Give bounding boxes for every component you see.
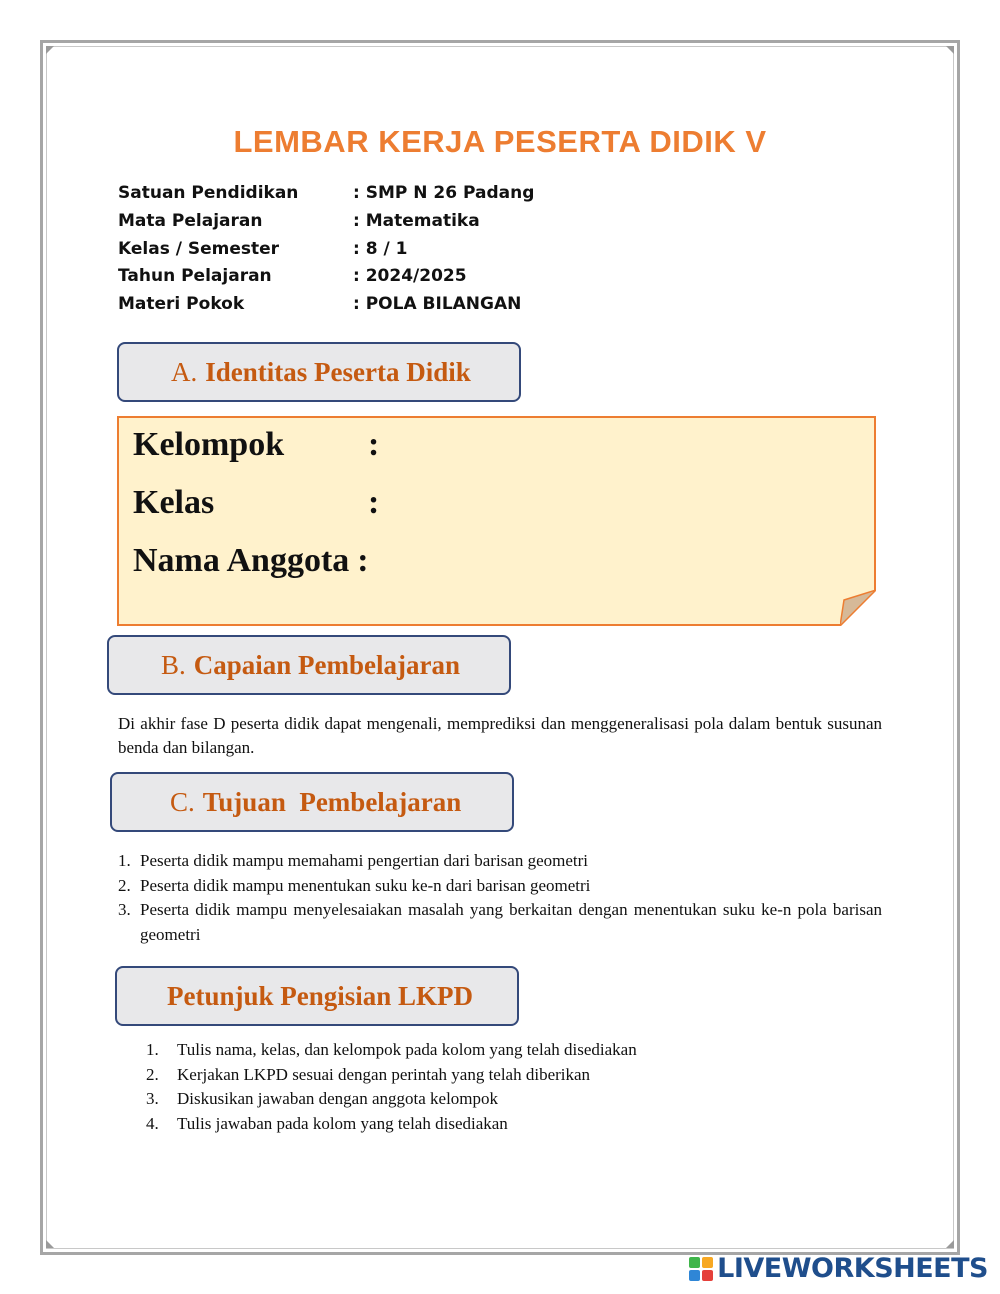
info-value: : POLA BILANGAN bbox=[353, 294, 522, 315]
identity-row-kelompok bbox=[133, 426, 379, 464]
list-number: 3. bbox=[146, 1089, 159, 1108]
info-label: Satuan Pendidikan bbox=[118, 183, 299, 203]
identity-colon: : bbox=[368, 484, 380, 521]
section-letter: A. bbox=[171, 356, 198, 387]
list-item bbox=[146, 1038, 846, 1063]
list-item bbox=[118, 874, 882, 899]
identity-label: Kelompok bbox=[133, 426, 285, 463]
list-item bbox=[118, 898, 882, 947]
info-label: Tahun Pelajaran bbox=[118, 266, 272, 287]
list-number: 1. bbox=[146, 1040, 159, 1059]
list-text: Peserta didik mampu menyelesaiakan masalah yang berkaitan dengan menentukan suku ke-n pola barisan geometri bbox=[140, 900, 882, 944]
list-text: Peserta didik mampu menentukan suku ke-n dari barisan geometri bbox=[140, 875, 591, 895]
list-item bbox=[146, 1063, 846, 1088]
identity-colon: : bbox=[357, 542, 369, 579]
identity-row-kelas bbox=[133, 484, 379, 522]
identity-label: Nama Anggota bbox=[133, 542, 350, 579]
info-value: : 8 / 1 bbox=[353, 238, 408, 259]
list-number: 3. bbox=[118, 900, 131, 919]
brand-text: LIVEWORKSHEETS bbox=[717, 1253, 988, 1284]
liveworksheets-logo-icon bbox=[689, 1257, 713, 1281]
list-text: Tulis jawaban pada kolom yang telah disediakan bbox=[177, 1113, 508, 1133]
section-d-heading bbox=[115, 966, 519, 1026]
info-value: : 2024/2025 bbox=[353, 266, 467, 287]
section-letter: B. bbox=[161, 649, 186, 680]
list-number: 1. bbox=[118, 851, 131, 870]
section-name: Identitas Peserta Didik bbox=[205, 356, 471, 387]
list-text: Tulis nama, kelas, dan kelompok pada kolom yang telah disediakan bbox=[177, 1040, 637, 1059]
identity-label: Kelas bbox=[133, 484, 215, 521]
info-row bbox=[118, 294, 534, 322]
list-number: 4. bbox=[146, 1113, 159, 1133]
section-b-heading bbox=[107, 635, 511, 695]
list-text: Kerjakan LKPD sesuai dengan perintah yang telah diberikan bbox=[177, 1064, 591, 1084]
info-value: : Matematika bbox=[353, 210, 480, 231]
list-number: 2. bbox=[118, 875, 131, 895]
info-table bbox=[118, 183, 534, 322]
list-number: 2. bbox=[146, 1064, 159, 1084]
corner-ornament bbox=[46, 46, 54, 54]
list-item bbox=[118, 849, 882, 874]
corner-ornament bbox=[46, 1240, 54, 1248]
tujuan-list bbox=[118, 849, 882, 947]
info-row bbox=[118, 239, 534, 267]
section-c-heading bbox=[110, 772, 514, 832]
list-item bbox=[146, 1087, 846, 1112]
info-label: Kelas / Semester bbox=[118, 238, 280, 259]
section-name: Petunjuk Pengisian LKPD bbox=[167, 980, 474, 1011]
identity-row-nama-anggota bbox=[133, 542, 369, 580]
list-item bbox=[146, 1112, 846, 1137]
petunjuk-list bbox=[146, 1038, 846, 1136]
section-name: Tujuan Pembelajaran bbox=[202, 786, 462, 817]
page-curl-icon bbox=[840, 590, 876, 626]
identity-colon: : bbox=[368, 426, 380, 463]
list-text: Peserta didik mampu memahami pengertian dari barisan geometri bbox=[140, 851, 588, 870]
info-row bbox=[118, 183, 534, 211]
info-row bbox=[118, 266, 534, 294]
page-title: LEMBAR KERJA PESERTA DIDIK V bbox=[233, 124, 767, 159]
list-text: Diskusikan jawaban dengan anggota kelompok bbox=[177, 1089, 499, 1108]
capaian-paragraph: Di akhir fase D peserta didik dapat mengenali, memprediksi dan menggeneralisasi pola dalam bentuk susunan benda dan bilangan. bbox=[118, 714, 882, 757]
corner-ornament bbox=[946, 1240, 954, 1248]
info-label: Mata Pelajaran bbox=[118, 210, 263, 231]
section-name: Capaian Pembelajaran bbox=[193, 649, 461, 680]
identity-box bbox=[117, 416, 876, 626]
section-a-heading bbox=[117, 342, 521, 402]
corner-ornament bbox=[946, 46, 954, 54]
info-row bbox=[118, 211, 534, 239]
liveworksheets-logo[interactable] bbox=[689, 1253, 988, 1284]
section-letter: C. bbox=[170, 786, 195, 817]
info-value: : SMP N 26 Padang bbox=[353, 183, 535, 203]
info-label: Materi Pokok bbox=[118, 294, 245, 315]
